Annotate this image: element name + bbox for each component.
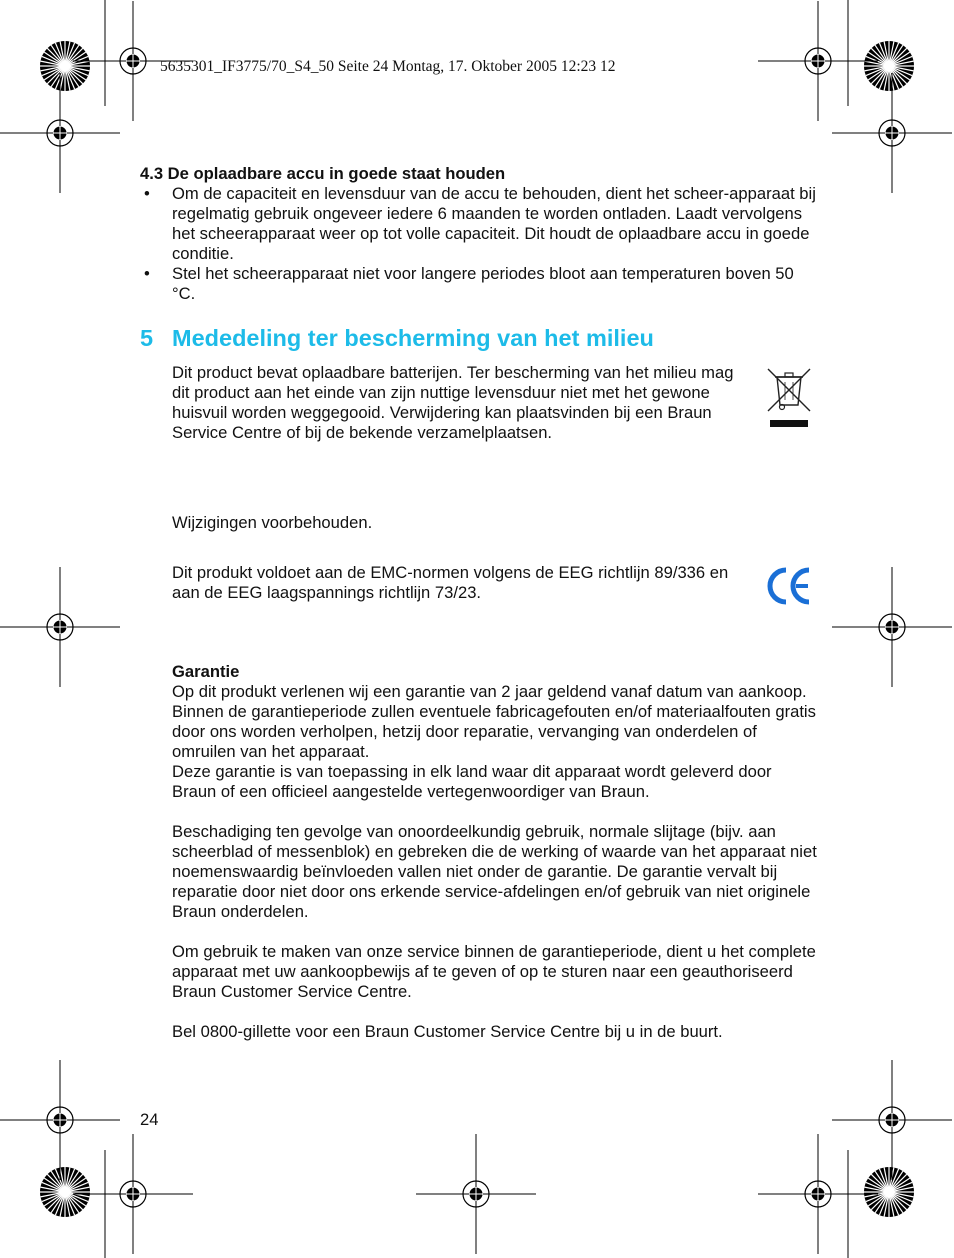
changes-reserved: Wijzigingen voorbehouden. <box>172 513 373 532</box>
section-4-3-heading: 4.3 De oplaadbare accu in goede staat houden <box>140 164 506 183</box>
registration-crosshair-icon <box>0 567 120 687</box>
registration-crosshair-icon <box>758 1 878 121</box>
registration-crosshair-icon <box>0 1060 120 1180</box>
environment-text: Dit product bevat oplaadbare batterijen. Ter bescherming van het milieu mag dit product aan het einde van zijn nuttige levensduur niet met het gewone huisvuil worden weggegooid. Verwijdering kan plaatsvinden bij een Braun Service Centre of bij de bekende verzamelplaatsen. <box>172 363 734 442</box>
ce-mark-icon <box>766 566 812 606</box>
page-number: 24 <box>140 1110 159 1129</box>
section-5-heading: 5 Mededeling ter bescherming van het milieu <box>140 325 654 351</box>
registration-crosshair-icon <box>73 1134 193 1254</box>
crossed-out-wheelie-bin-icon <box>766 367 812 429</box>
garantie-paragraph: Op dit produkt verlenen wij een garantie van 2 jaar geldend vanaf datum van aankoop. Binnen de garantieperiode zullen eventuele fabricagefouten en/of materiaalfouten gratis door ons worden verholpen, hetzij door reparatie, vervanging van onderdelen of omruilen van het apparaat. <box>172 682 816 761</box>
registration-crosshair-icon <box>758 1134 878 1254</box>
garantie-paragraph: Deze garantie is van toepassing in elk land waar dit apparaat wordt geleverd door Braun of een officieel aangestelde vertegenwoordiger van Braun. <box>172 762 772 801</box>
registration-crosshair-icon <box>832 567 952 687</box>
garantie-section <box>172 662 817 1042</box>
printer-starburst-icon <box>864 1167 914 1217</box>
registration-crosshair-icon <box>0 73 120 193</box>
printer-starburst-icon <box>864 41 914 91</box>
registration-crosshair-icon <box>832 1060 952 1180</box>
print-header: 5635301_IF3775/70_S4_50 Seite 24 Montag, 17. Oktober 2005 12:23 12 <box>160 58 616 75</box>
emc-statement: Dit produkt voldoet aan de EMC-normen volgens de EEG richtlijn 89/336 en aan de EEG laagspannings richtlijn 73/23. <box>172 563 729 602</box>
garantie-paragraph: Om gebruik te maken van onze service binnen de garantieperiode, dient u het complete apparaat met uw aankoopbewijs af te geven of op te sturen naar een geauthoriseerd Braun Customer Service Centre. <box>172 942 816 1001</box>
section-4-3-bullets <box>140 184 820 304</box>
printer-starburst-icon <box>40 1167 90 1217</box>
printer-starburst-icon <box>40 41 90 91</box>
garantie-paragraph: Bel 0800-gillette voor een Braun Customer Service Centre bij u in de buurt. <box>172 1022 723 1041</box>
list-item: • Stel het scheerapparaat niet voor langere periodes bloot aan temperaturen boven 50 °C. <box>144 264 794 303</box>
garantie-heading: Garantie <box>172 662 240 681</box>
list-item: • Om de capaciteit en levensduur van de accu te behouden, dient het scheer-apparaat bij regelmatig gebruik ongeveer iedere 6 maanden te worden ontladen. Laadt vervolgens het scheerapparaat weer op tot volle capaciteit. Dit houdt de oplaadbare accu in goede conditie. <box>144 184 816 263</box>
garantie-paragraph: Beschadiging ten gevolge van onoordeelkundig gebruik, normale slijtage (bijv. aan scheerblad of messenblok) en gebreken die de werking of waarde van het apparaat niet noemenswaardig beïnvloeden vallen niet onder de garantie. De garantie vervalt bij reparatie door niet door ons erkende service-afdelingen en/of gebruik van niet originele Braun onderdelen. <box>172 822 817 921</box>
registration-crosshair-icon <box>832 73 952 193</box>
registration-crosshair-icon <box>416 1134 536 1254</box>
